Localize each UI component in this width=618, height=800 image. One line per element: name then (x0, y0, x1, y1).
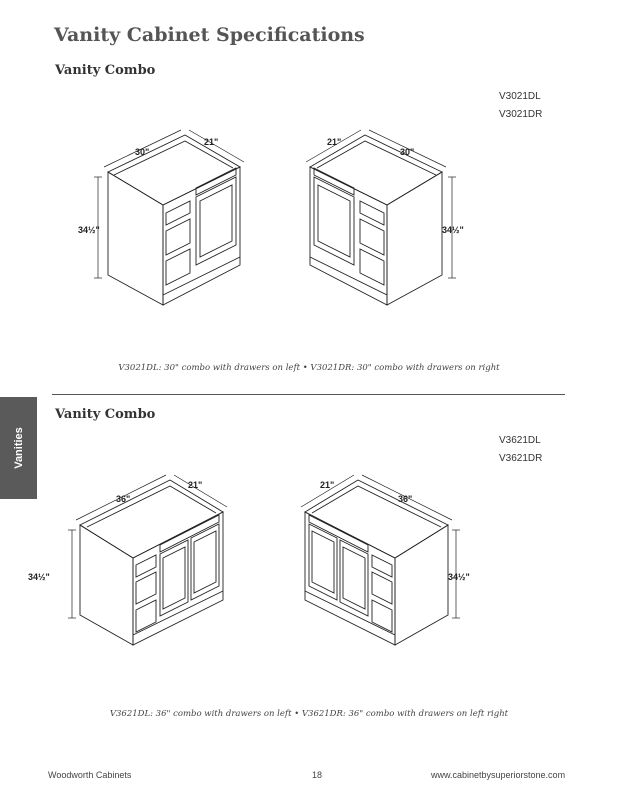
side-tab (0, 397, 37, 499)
model-list-2 (499, 432, 542, 468)
height-dimension: 34½" (78, 225, 100, 235)
caption-1: V3021DL: 30" combo with drawers on left • V3021DR: 30" combo with drawers on right (118, 363, 500, 373)
cabinet-drawing-drawers-left-36 (28, 470, 233, 650)
height-dimension: 34½" (442, 225, 464, 235)
depth-dimension: 21" (204, 137, 219, 147)
cabinet-drawing-drawers-left-30 (80, 125, 250, 310)
width-dimension: 30" (400, 147, 415, 157)
section-heading-1: Vanity Combo (55, 63, 156, 78)
side-tab-label: Vanities (12, 427, 25, 469)
model-code: V3621DR (499, 453, 543, 464)
cabinet-drawing-drawers-right-36 (300, 470, 475, 650)
footer-website: www.cabinetbysuperiorstone.com (431, 770, 566, 780)
width-dimension: 36" (116, 494, 131, 504)
model-list-1 (499, 88, 542, 124)
cabinet-drawing-drawers-right-30 (305, 125, 475, 310)
depth-dimension: 21" (327, 137, 342, 147)
height-dimension: 34½" (448, 572, 470, 582)
depth-dimension: 21" (320, 480, 335, 490)
footer-brand: Woodworth Cabinets (48, 770, 132, 780)
section-heading-2: Vanity Combo (55, 407, 156, 422)
model-code: V3021DR (499, 109, 543, 120)
width-dimension: 30" (135, 147, 150, 157)
page-title: Vanity Cabinet Specifications (54, 24, 365, 46)
height-dimension: 34½" (28, 572, 50, 582)
page-number: 18 (312, 770, 323, 780)
width-dimension: 36" (398, 494, 413, 504)
model-code: V3021DL (499, 91, 541, 102)
section-divider (52, 394, 565, 395)
depth-dimension: 21" (188, 480, 203, 490)
caption-2: V3621DL: 36" combo with drawers on left • V3621DR: 36" combo with drawers on left right (109, 709, 509, 719)
model-code: V3621DL (499, 435, 541, 446)
